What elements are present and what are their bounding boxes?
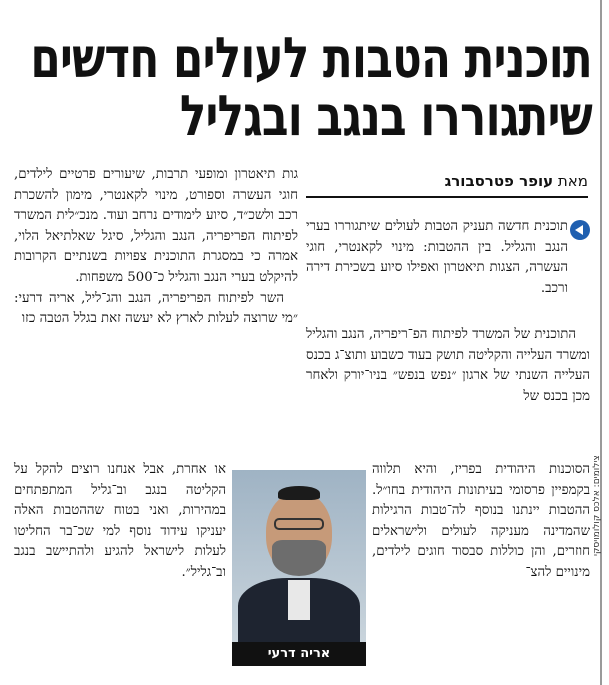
photo-kippah bbox=[278, 486, 320, 500]
byline bbox=[306, 170, 588, 198]
article-paragraph-2-continued bbox=[372, 460, 590, 584]
photo-shirt bbox=[288, 580, 310, 620]
paragraph-text: גות תיאטרון ומופעי תרבות, שיעורים פרטיים לילדים, חוגי העשרה וספורט, מינוי לקאנטרי, מימון להשכרת רכב ולשכ״ד, סיוע לימודים נרחב ועוד. מנכ״לית המשרד לפיתוח הפריפריה, הנגב והגליל, סיגל שאלתיאל הלוי, אמרה כי במסגרת התוכנית צפויות בשנתיים הקרובות להיקלט בערי הנגב והגליל כ־500 משפחות. bbox=[14, 167, 298, 285]
article-column-left bbox=[14, 165, 298, 330]
byline-author: עופר פטרסבורג bbox=[444, 172, 554, 190]
arrow-left-icon bbox=[570, 220, 590, 240]
article-lead-paragraph bbox=[306, 217, 568, 299]
photo-glasses bbox=[274, 518, 324, 530]
portrait-photo bbox=[232, 470, 366, 642]
headline-line-1: תוכנית הטבות לעולים חדשים bbox=[30, 26, 592, 91]
byline-prefix: מאת bbox=[557, 172, 588, 190]
photo-caption: אריה דרעי bbox=[232, 642, 366, 666]
photo-credit: צילומים: אלכס קולומויסקי bbox=[592, 455, 602, 556]
paragraph-text: הסוכנות היהודית בפריז, והיא תלווה בקמפיין פרסומי בעיתונות היהודית בחו״ל. ההטבות יינתנו בנוסף לה־טבות הרגילות שהמדינה מעניקה לעולים ולישראלים חוזרים, והן כוללות סבסוד חוגים לילדים, מינויים להצ־ bbox=[372, 462, 590, 580]
article-paragraph-2 bbox=[306, 325, 590, 407]
paragraph-text: או אחרת, אבל אנחנו רוצים להקל על הקליטה בנגב וב־גליל המתפתחים במהירות, ואני בטוח שההטבות האלה יעניקו עידוד נוסף למי שכ־בר החליטו לעלות לישראל להגיע ולהתיישב בנגב וב־גליל״. bbox=[14, 462, 226, 580]
lead-text: תוכנית חדשה תעניק הטבות לעולים שיתגוררו בערי הנגב והגליל. בין ההטבות: מינוי לקאנטרי, חוגי העשרה, הצגות תיאטרון ואפילו סיוע בשכירת דירה ורכב. bbox=[306, 219, 568, 296]
paragraph-text: התוכנית של המשרד לפיתוח הפ־ריפריה, הנגב והגליל ומשרד העלייה והקליטה תושק בעוד כשבוע ותוצ־ג בכנס העלייה השנתי של ארגון ״נפש בנפש״ בניו־יורק ולאחר מכן בכנס של bbox=[306, 327, 590, 404]
paragraph-text: השר לפיתוח הפריפריה, הנגב והג־ליל, אריה דרעי: ״מי שרוצה לעלות לארץ לא יעשה זאת בגלל הטבה כזו bbox=[14, 290, 298, 327]
photo-beard bbox=[272, 540, 326, 576]
article-column-left-continued bbox=[14, 460, 226, 584]
headline-line-2: שיתגוררו בנגב ובגליל bbox=[179, 84, 592, 149]
